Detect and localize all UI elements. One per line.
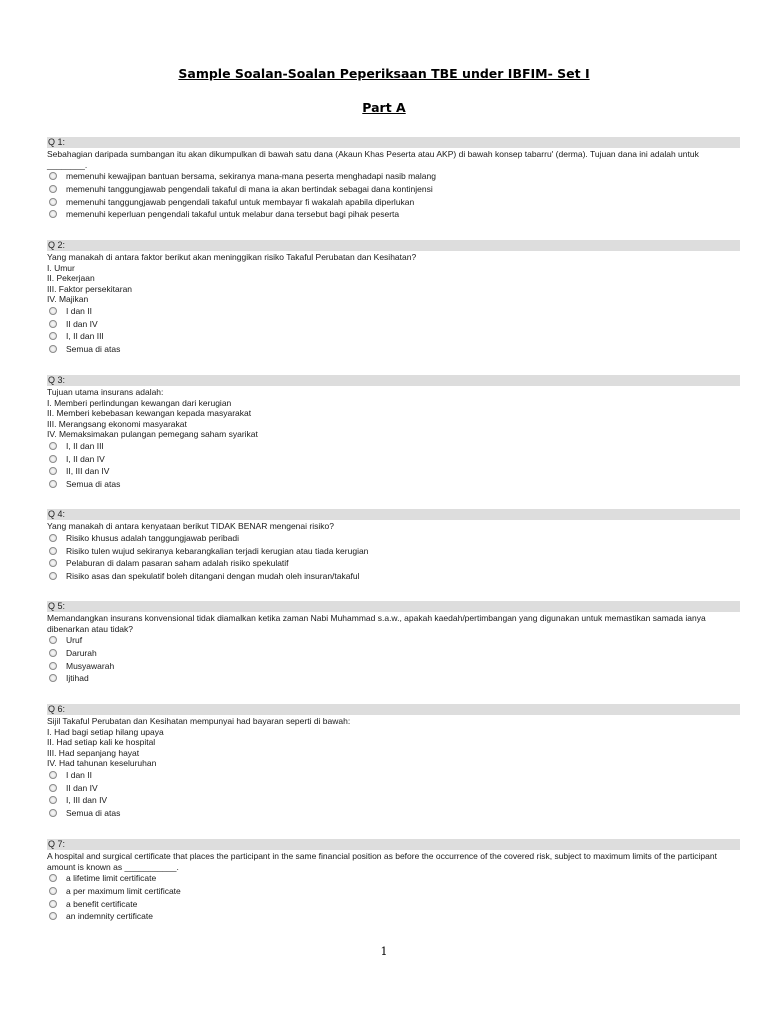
option-c[interactable]	[47, 897, 740, 910]
answer-options	[47, 440, 740, 491]
option-c[interactable]	[47, 659, 740, 672]
statement-list	[47, 263, 740, 305]
option-c[interactable]	[47, 195, 740, 208]
radio-button[interactable]	[49, 912, 57, 920]
page-number: 1	[380, 945, 388, 958]
radio-button[interactable]	[49, 796, 57, 804]
radio-button[interactable]	[49, 442, 57, 450]
statement-line: I. Memberi perlindungan kewangan dari kerugian	[47, 397, 232, 408]
option-label: I, II dan IV	[66, 453, 105, 464]
answer-options	[47, 170, 740, 221]
option-d[interactable]	[47, 478, 740, 491]
radio-button[interactable]	[49, 185, 57, 193]
statement-line: III. Had sepanjang hayat	[47, 747, 140, 758]
option-a[interactable]	[47, 305, 740, 318]
statement-line: IV. Majikan	[47, 294, 89, 304]
option-d[interactable]	[47, 570, 740, 583]
option-b[interactable]	[47, 885, 740, 898]
option-label: II dan IV	[66, 318, 98, 329]
question-header: Q 2:	[47, 240, 740, 251]
radio-button[interactable]	[49, 320, 57, 328]
option-label: Semua di atas	[66, 478, 121, 489]
answer-options	[47, 634, 740, 685]
option-label: memenuhi tanggungjawab pengendali takaful untuk membayar fi wakalah apabila diperlukan	[66, 196, 415, 207]
question-header: Q 5:	[47, 601, 740, 612]
option-label: memenuhi keperluan pengendali takaful untuk melabur dana tersebut bagi pihak peserta	[66, 209, 400, 220]
option-a[interactable]	[47, 769, 740, 782]
option-label: Darurah	[66, 648, 97, 659]
statement-line: I. Had bagi setiap hilang upaya	[47, 726, 164, 737]
option-label: Risiko tulen wujud sekiranya kebarangkalian terjadi kerugian atau tiada kerugian	[66, 545, 369, 556]
option-label: Risiko asas dan spekulatif boleh ditangani dengan mudah oleh insuran/takaful	[66, 570, 360, 581]
option-a[interactable]	[47, 532, 740, 545]
radio-button[interactable]	[49, 809, 57, 817]
question-header: Q 3:	[47, 375, 740, 386]
statement-line: II. Had setiap kali ke hospital	[47, 737, 156, 747]
option-d[interactable]	[47, 672, 740, 685]
option-d[interactable]	[47, 343, 740, 356]
statement-line: IV. Had tahunan keseluruhan	[47, 758, 157, 768]
option-a[interactable]	[47, 634, 740, 647]
answer-options	[47, 769, 740, 820]
option-a[interactable]	[47, 170, 740, 183]
option-d[interactable]	[47, 807, 740, 820]
option-c[interactable]	[47, 794, 740, 807]
statement-line: II. Pekerjaan	[47, 273, 95, 283]
question-text: Sebahagian daripada sumbangan itu akan dikumpulkan di bawah satu dana (Akaun Khas Peserta atau AKP) di bawah konsep tabarru' (derma). Tujuan dana ini adalah untuk ________.	[47, 149, 699, 170]
radio-button[interactable]	[49, 455, 57, 463]
statement-list	[47, 727, 740, 769]
radio-button[interactable]	[49, 198, 57, 206]
option-label: I, III dan IV	[66, 795, 108, 806]
radio-button[interactable]	[49, 172, 57, 180]
option-c[interactable]	[47, 557, 740, 570]
option-label: an indemnity certificate	[66, 911, 153, 922]
radio-button[interactable]	[49, 332, 57, 340]
option-d[interactable]	[47, 208, 740, 221]
question-text: Sijil Takaful Perubatan dan Kesihatan mempunyai had bayaran seperti di bawah:	[47, 716, 351, 726]
question-text: Memandangkan insurans konvensional tidak diamalkan ketika zaman Nabi Muhammad s.a.w., apakah kaedah/pertimbangan yang digunakan untuk memastikan samada ianya dibenarkan atau tidak?	[47, 613, 706, 634]
radio-button[interactable]	[49, 345, 57, 353]
question-text: Yang manakah di antara faktor berikut akan meninggikan risiko Takaful Perubatan dan Kesihatan?	[47, 252, 417, 262]
radio-button[interactable]	[49, 210, 57, 218]
option-label: Semua di atas	[66, 807, 121, 818]
option-c[interactable]	[47, 465, 740, 478]
question-4	[47, 509, 740, 582]
part-heading: Part A	[362, 100, 406, 115]
statement-line: II. Memberi kebebasan kewangan kepada masyarakat	[47, 408, 252, 418]
radio-button[interactable]	[49, 649, 57, 657]
statement-line: IV. Memaksimakan pulangan pemegang saham syarikat	[47, 429, 258, 439]
statement-line: I. Umur	[47, 262, 75, 273]
radio-button[interactable]	[49, 674, 57, 682]
option-label: a benefit certificate	[66, 898, 138, 909]
radio-button[interactable]	[49, 547, 57, 555]
radio-button[interactable]	[49, 662, 57, 670]
option-b[interactable]	[47, 317, 740, 330]
radio-button[interactable]	[49, 307, 57, 315]
option-label: memenuhi kewajipan bantuan bersama, sekiranya mana-mana peserta menghadapi nasib malang	[66, 171, 436, 182]
question-5	[47, 601, 740, 685]
option-a[interactable]	[47, 872, 740, 885]
option-label: I, II dan III	[66, 331, 104, 342]
radio-button[interactable]	[49, 887, 57, 895]
option-label: I dan II	[66, 769, 92, 780]
question-6	[47, 704, 740, 819]
question-1	[47, 137, 740, 221]
question-header: Q 7:	[47, 839, 740, 850]
option-b[interactable]	[47, 647, 740, 660]
radio-button[interactable]	[49, 771, 57, 779]
option-label: Semua di atas	[66, 343, 121, 354]
question-text: Yang manakah di antara kenyataan berikut TIDAK BENAR mengenai risiko?	[47, 521, 334, 531]
option-label: Pelaburan di dalam pasaran saham adalah risiko spekulatif	[66, 558, 289, 569]
option-label: a lifetime limit certificate	[66, 873, 157, 884]
option-b[interactable]	[47, 183, 740, 196]
statement-line: III. Merangsang ekonomi masyarakat	[47, 418, 187, 429]
radio-button[interactable]	[49, 572, 57, 580]
radio-button[interactable]	[49, 784, 57, 792]
answer-options	[47, 532, 740, 583]
question-2	[47, 240, 740, 355]
question-header: Q 1:	[47, 137, 740, 148]
option-label: I dan II	[66, 305, 92, 316]
statement-line: III. Faktor persekitaran	[47, 283, 133, 294]
option-label: Ijtihad	[66, 673, 89, 684]
question-3	[47, 375, 740, 490]
radio-button[interactable]	[49, 559, 57, 567]
option-label: a per maximum limit certificate	[66, 886, 181, 897]
document-title: Sample Soalan-Soalan Peperiksaan TBE under IBFIM- Set I	[178, 66, 590, 81]
option-a[interactable]	[47, 440, 740, 453]
radio-button[interactable]	[49, 467, 57, 475]
radio-button[interactable]	[49, 900, 57, 908]
radio-button[interactable]	[49, 534, 57, 542]
radio-button[interactable]	[49, 480, 57, 488]
question-header: Q 6:	[47, 704, 740, 715]
option-b[interactable]	[47, 452, 740, 465]
question-header: Q 4:	[47, 509, 740, 520]
option-d[interactable]	[47, 910, 740, 923]
option-label: I, II dan III	[66, 440, 104, 451]
answer-options	[47, 872, 740, 923]
question-text: A hospital and surgical certificate that places the participant in the same financial position as before the occurrence of the covered risk, subject to maximum limits of the participant amount is known as ___________.	[47, 851, 717, 872]
question-text: Tujuan utama insurans adalah:	[47, 387, 164, 397]
option-label: Risiko khusus adalah tanggungjawab peribadi	[66, 532, 239, 543]
radio-button[interactable]	[49, 636, 57, 644]
answer-options	[47, 305, 740, 356]
option-b[interactable]	[47, 544, 740, 557]
option-label: Uruf	[66, 635, 83, 646]
option-label: II, III dan IV	[66, 466, 110, 477]
option-label: Musyawarah	[66, 660, 115, 671]
option-b[interactable]	[47, 781, 740, 794]
option-c[interactable]	[47, 330, 740, 343]
radio-button[interactable]	[49, 874, 57, 882]
question-7	[47, 839, 740, 923]
statement-list	[47, 398, 740, 440]
option-label: II dan IV	[66, 782, 98, 793]
option-label: memenuhi tanggungjawab pengendali takaful di mana ia akan bertindak sebagai dana kontinjensi	[66, 184, 433, 195]
